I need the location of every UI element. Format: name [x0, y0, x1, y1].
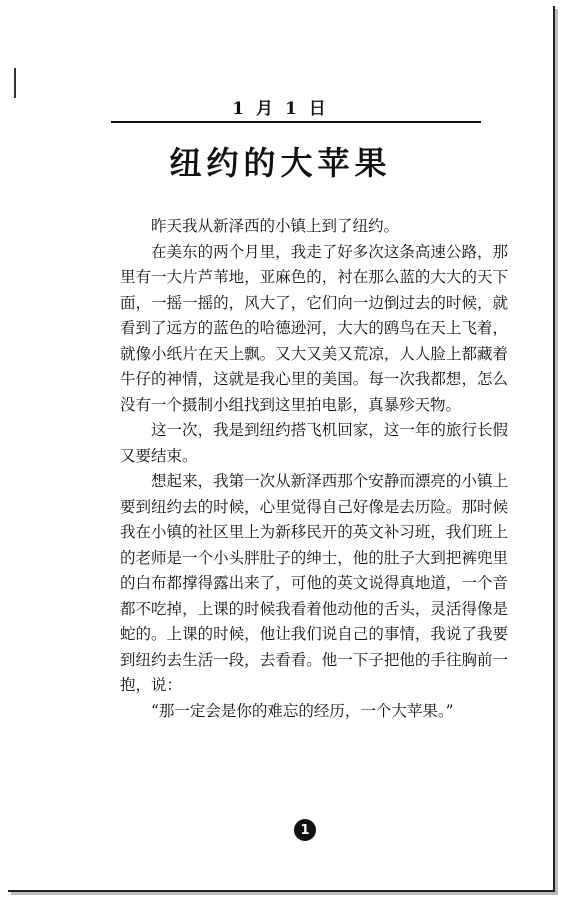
body-text: [120, 214, 508, 724]
paragraph: 想起来，我第一次从新泽西那个安静而漂亮的小镇上要到纽约去的时候，心里觉得自己好像是去历险。那时候我在小镇的社区里上为新移民开的英文补习班，我们班上的老师是一个小头胖肚子的绅士，他的肚子大到把裤兜里的白布都撑得露出来了，可他的英文说得真地道，一个音都不吃掉，上课的时候我看着他动他的舌头，灵活得像是蛇的。上课的时候，他让我们说自己的事情，我说了我要到纽约去生活一段，去看看。他一下子把他的手往胸前一抱，说：: [120, 472, 508, 694]
paragraph: 在美东的两个月里，我走了好多次这条高速公路，那里有一大片芦苇地，亚麻色的，衬在那么蓝的大大的天下面，一摇一摇的，风大了，它们向一边倒过去的时候，就看到了远方的蓝色的哈德逊河，大大的鸥鸟在天上飞着，就像小纸片在天上飘。又大又美又荒凉，人人脸上都藏着牛仔的神情，这就是我心里的美国。每一次我都想，怎么没有一个摄制小组找到这里拍电影，真暴殄天物。: [120, 242, 508, 414]
book-page: [8, 6, 555, 892]
chapter-date: 1 月 1 日: [232, 99, 329, 119]
page-number: 1: [294, 819, 316, 841]
paragraph: “那一定会是你的难忘的经历，一个大苹果。”: [151, 701, 454, 720]
paragraph: 昨天我从新泽西的小镇上到了纽约。: [151, 217, 400, 235]
header-rule: [111, 121, 481, 123]
chapter-title: 纽约的大苹果: [169, 144, 392, 182]
paragraph: 这一次，我是到纽约搭飞机回家，这一年的旅行长假又要结束。: [120, 421, 508, 465]
